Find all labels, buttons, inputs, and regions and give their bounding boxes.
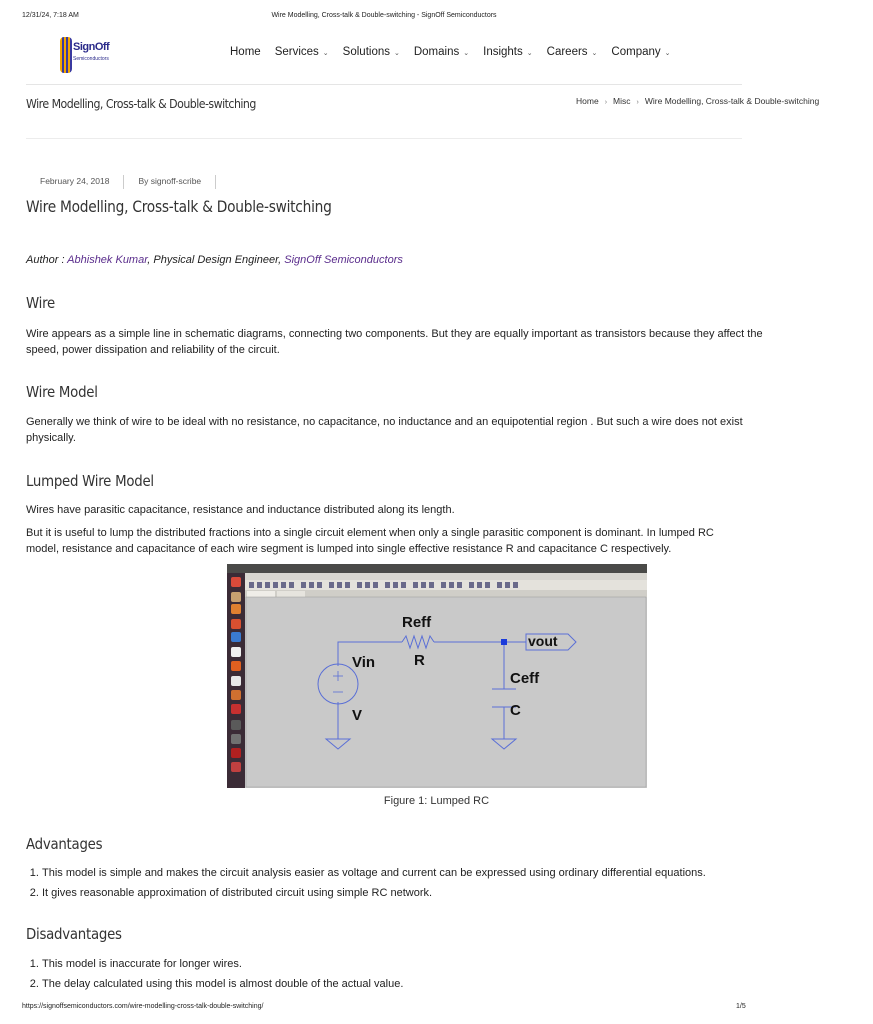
schematic-svg: [227, 564, 647, 788]
chevron-right-icon: ›: [604, 99, 608, 106]
label-vin: Vin: [352, 654, 376, 671]
nav-label: Insights: [483, 46, 523, 58]
post-date[interactable]: February 24, 2018: [26, 175, 124, 189]
disadvantages-list: [26, 955, 742, 994]
figure-caption: Figure 1: Lumped RC: [383, 795, 490, 807]
list-item: 2. It gives reasonable approximation of distributed circuit using simple RC network.: [42, 884, 742, 904]
nav-label: Home: [230, 46, 261, 58]
text-line: model, resistance and capacitance of each wire segment is lumped into single effective resistance R and capacitance C respectively.: [26, 543, 672, 555]
breadcrumb: [576, 96, 820, 106]
lumped-rc-figure: [227, 564, 647, 788]
text-line: Wire appears as a simple line in schematic diagrams, connecting two components. But they are equally important as transistors because they affect the: [26, 328, 763, 340]
nav-label: Solutions: [342, 46, 390, 58]
label-v: V: [352, 707, 363, 724]
nav-label: Domains: [413, 46, 460, 58]
text-line: speed, power dissipation and reliability of the circuit.: [26, 344, 280, 356]
article-title: Wire Modelling, Cross-talk & Double-switching: [26, 197, 332, 216]
chevron-down-icon: ⌄: [322, 50, 329, 57]
list-item: 1. This model is inaccurate for longer wires.: [42, 955, 742, 975]
site-logo[interactable]: [60, 37, 110, 73]
nav-item-careers[interactable]: [547, 46, 598, 58]
heading-disadvantages: Disadvantages: [26, 925, 122, 943]
nav-item-domains[interactable]: [414, 46, 469, 58]
nav-label: Services: [274, 46, 319, 58]
label-reff: Reff: [402, 614, 432, 631]
nav-label: Company: [611, 46, 661, 58]
logo-subtext: Semiconductors: [73, 56, 109, 62]
nav-item-services[interactable]: [275, 46, 329, 58]
chevron-right-icon: ›: [636, 99, 639, 106]
lumped-paragraph-1: [26, 502, 743, 518]
heading-wire: Wire: [26, 294, 55, 312]
label-ceff: Ceff: [510, 670, 540, 687]
author-role: , Physical Design Engineer,: [147, 254, 285, 266]
breadcrumb-misc[interactable]: Misc: [613, 96, 631, 106]
chevron-down-icon: ⌄: [591, 50, 598, 57]
label-vout: vout: [528, 633, 558, 649]
text-line: Wires have parasitic capacitance, resistance and inductance distributed along its length.: [26, 504, 455, 516]
label-c: C: [510, 702, 521, 719]
site-header: [26, 24, 742, 85]
print-page-title: Wire Modelling, Cross-talk & Double-switching - SignOff Semiconductors: [271, 12, 497, 19]
heading-advantages: Advantages: [26, 835, 103, 853]
print-page-number: 1/5: [736, 1003, 746, 1010]
breadcrumb-current: Wire Modelling, Cross-talk & Double-switching: [644, 96, 820, 106]
nav-item-insights[interactable]: [483, 46, 533, 58]
nav-item-company[interactable]: [611, 46, 670, 58]
chevron-down-icon: ⌄: [393, 50, 400, 57]
text-line: physically.: [26, 432, 76, 444]
page-title: Wire Modelling, Cross-talk & Double-switching: [26, 96, 256, 111]
logo-text: SignOff: [73, 41, 110, 53]
logo-mark-icon: [60, 37, 72, 73]
nav-item-solutions[interactable]: [343, 46, 400, 58]
author-line: [26, 254, 403, 266]
nav-item-home[interactable]: [230, 46, 261, 58]
post-meta: [26, 175, 216, 189]
node-dot: [501, 639, 507, 645]
author-name-link[interactable]: Abhishek Kumar: [67, 254, 148, 266]
wire-paragraph: [26, 326, 763, 358]
label-r: R: [414, 652, 425, 669]
text-line: But it is useful to lump the distributed fractions into a single circuit element when only a single parasitic component is dominant. In lumped RC: [26, 527, 714, 539]
chevron-down-icon: ⌄: [526, 50, 533, 57]
chevron-down-icon: ⌄: [664, 50, 671, 57]
list-item: 2. The delay calculated using this model is almost double of the actual value.: [42, 975, 742, 995]
post-author[interactable]: By signoff-scribe: [124, 175, 216, 189]
author-prefix: Author :: [26, 254, 68, 266]
company-link[interactable]: SignOff Semiconductors: [284, 254, 403, 266]
text-line: Generally we think of wire to be ideal with no resistance, no capacitance, no inductance and an equipotential region . But such a wire does not exist: [26, 416, 743, 428]
wire-model-paragraph: [26, 414, 743, 446]
nav-label: Careers: [546, 46, 588, 58]
lumped-paragraph-2: [26, 525, 743, 557]
page-title-bar: [26, 84, 820, 139]
print-url: https://signoffsemiconductors.com/wire-modelling-cross-talk-double-switching/: [22, 1003, 264, 1010]
advantages-list: [26, 864, 742, 903]
breadcrumb-home[interactable]: Home: [576, 96, 599, 106]
list-item: 1. This model is simple and makes the circuit analysis easier as voltage and current can be expressed using ordinary differential equations.: [42, 864, 742, 884]
main-nav: [230, 46, 671, 58]
print-datetime: 12/31/24, 7:18 AM: [22, 12, 79, 19]
heading-wire-model: Wire Model: [26, 383, 98, 401]
chevron-down-icon: ⌄: [463, 50, 470, 57]
heading-lumped-wire-model: Lumped Wire Model: [26, 472, 154, 490]
